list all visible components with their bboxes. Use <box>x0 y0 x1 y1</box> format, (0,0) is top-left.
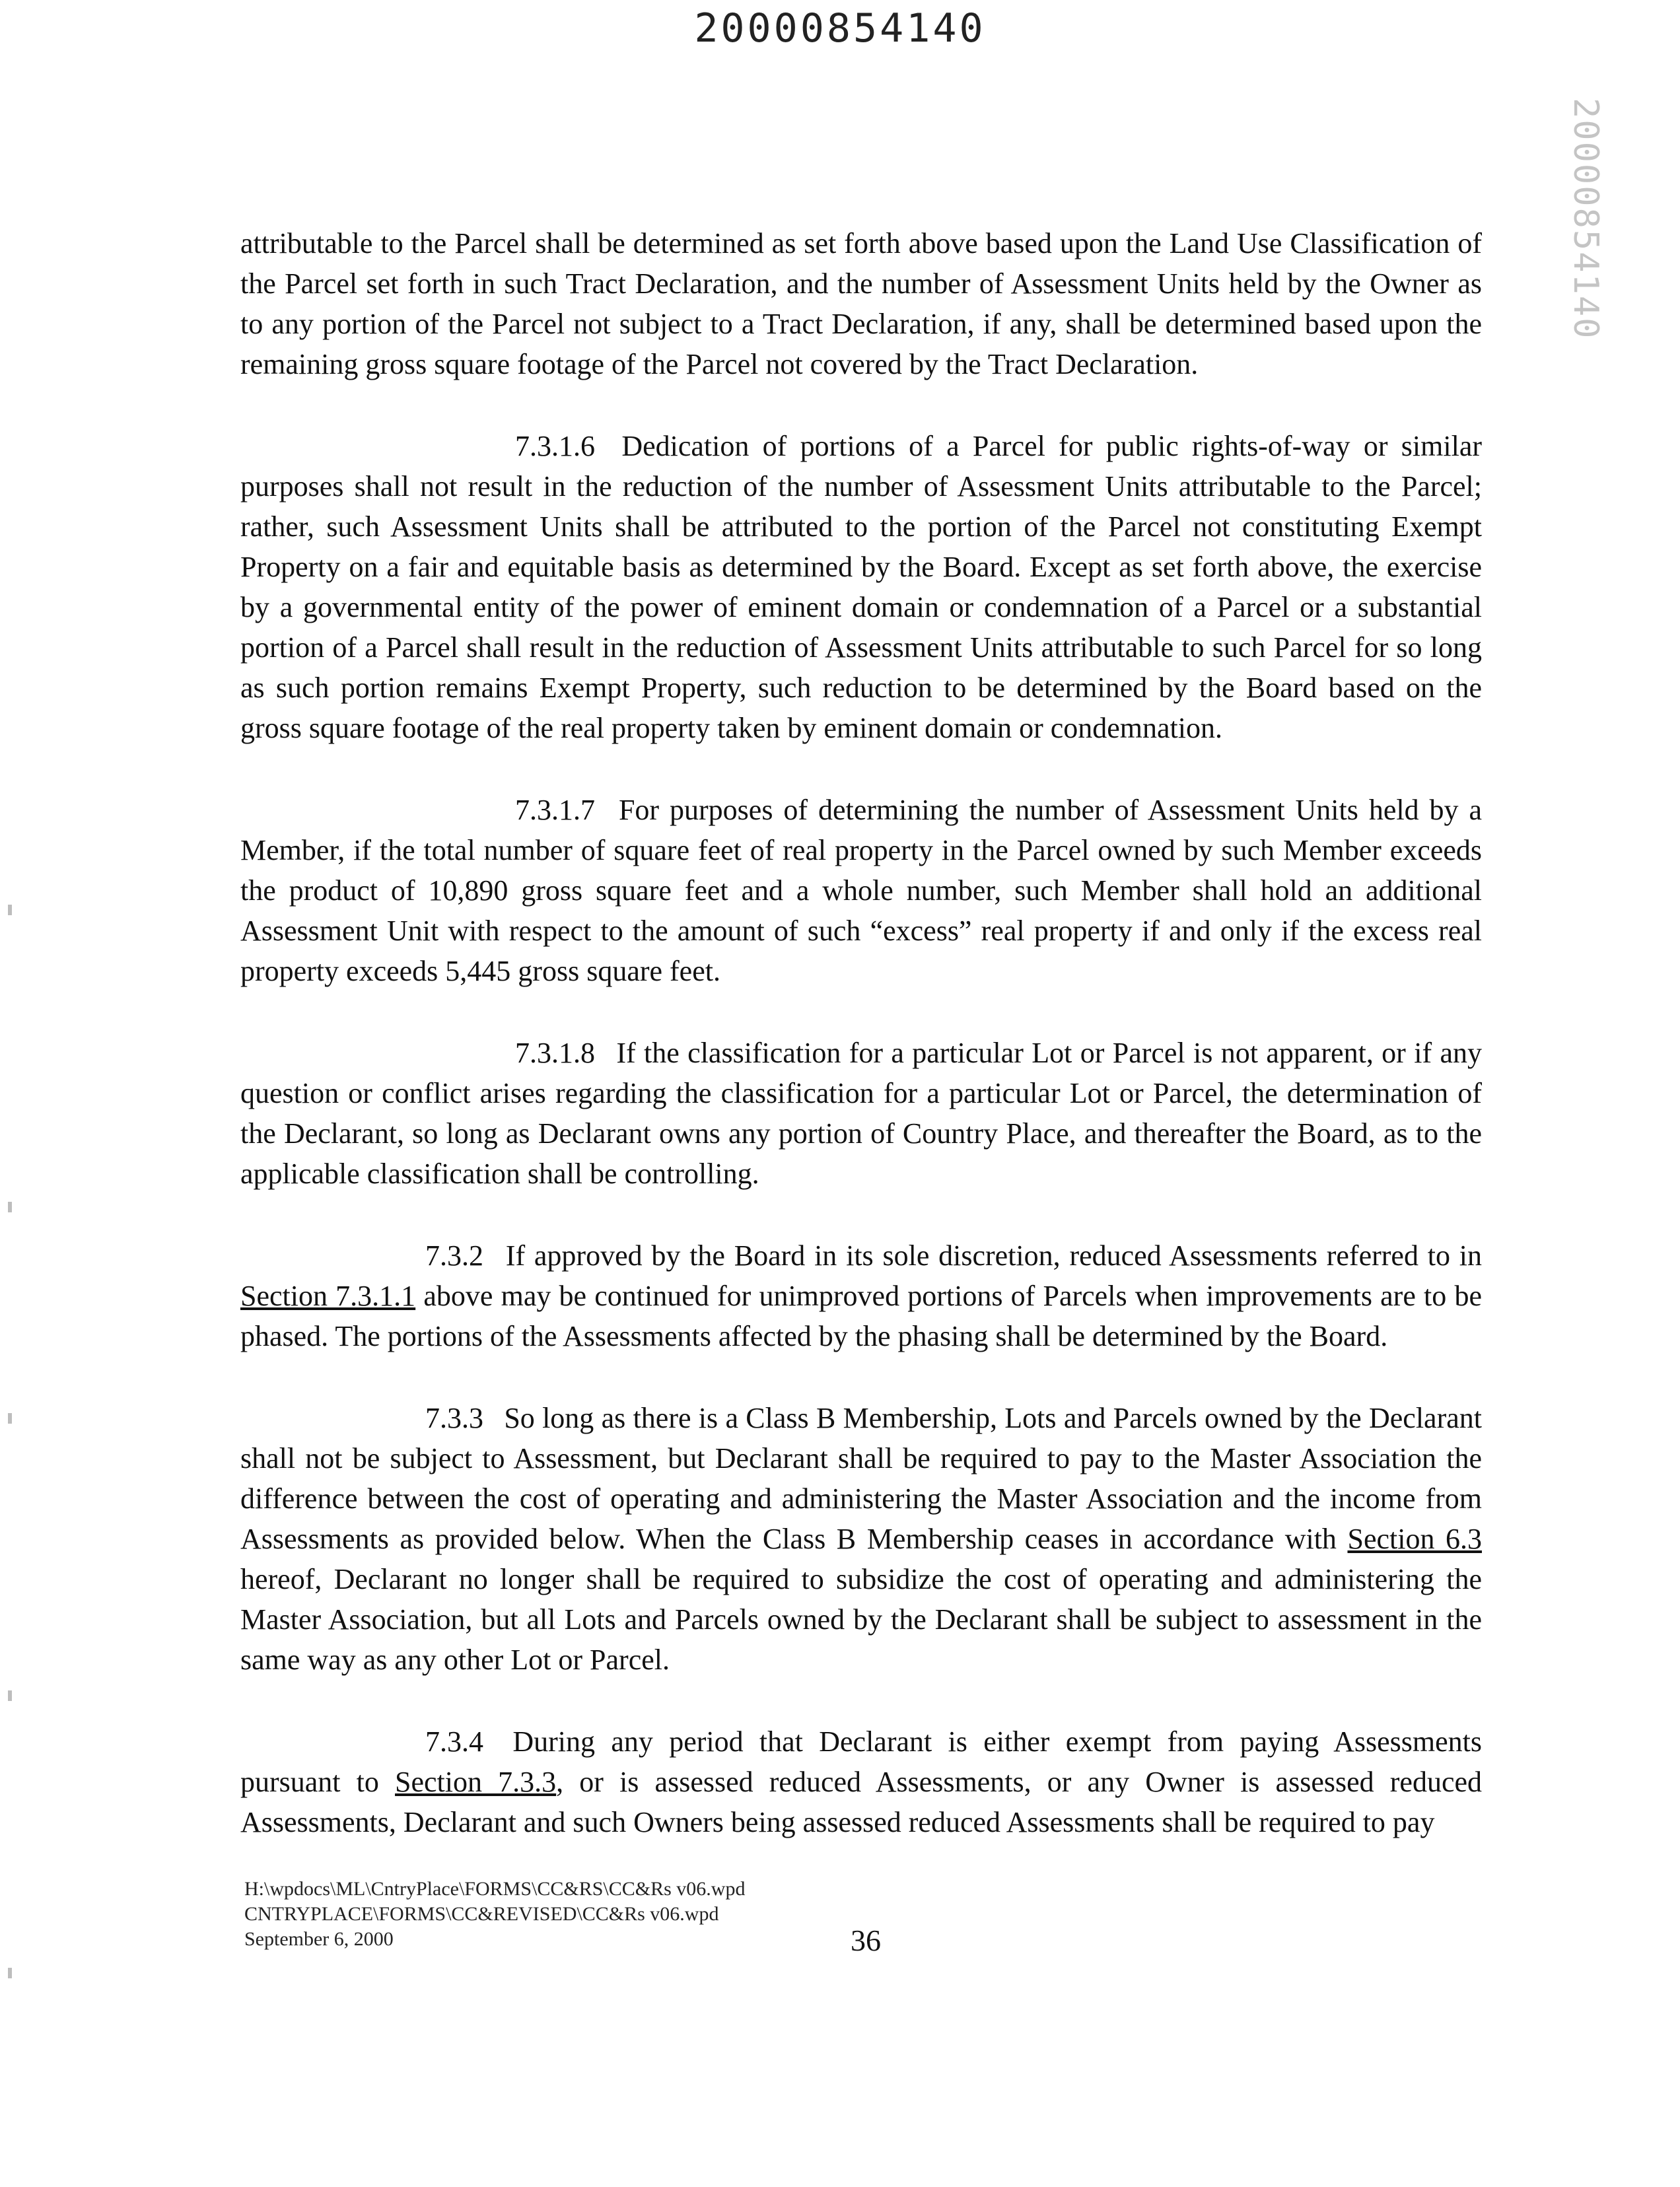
scan-edge-mark <box>8 1202 12 1212</box>
paragraph-text: above may be continued for unimproved portions of Parcels when improvements are to be phased. The portions of the Assessments affected by the phasing shall be determined by the Board. <box>240 1280 1482 1352</box>
paragraph-text: attributable to the Parcel shall be determined as set forth above based upon the Land Use Classification of the Parcel set forth in such Tract Declaration, and the number of Assessment Units held by the Owner as to any portion of the Parcel not subject to a Tract Declaration, if any, shall be determined based upon the remaining gross square footage of the Parcel not covered by the Tract Declaration. <box>240 227 1482 380</box>
page-number: 36 <box>851 1924 881 1957</box>
side-stamp: 20000854140 <box>1566 98 1605 340</box>
section-number: 7.3.1.7 <box>515 794 595 826</box>
paragraph-7-3-1-8 <box>240 1033 1482 1194</box>
section-number: 7.3.1.6 <box>515 430 595 462</box>
paragraph-7-3-1-6 <box>240 426 1482 748</box>
scan-edge-mark <box>8 905 12 915</box>
footer <box>244 1877 745 1952</box>
paragraph-text: During any period that Declarant is either exempt from paying Assessments pursuant to <box>240 1725 1482 1798</box>
paragraph-text: , or is assessed reduced Assessments, or any Owner is assessed reduced Assessments, Declarant and such Owners being assessed reduced Assessments shall be required to pay <box>240 1766 1483 1838</box>
section-number: 7.3.2 <box>425 1239 483 1272</box>
paragraph-7-3-3 <box>240 1398 1482 1680</box>
paragraph-text: If the classification for a particular Lot or Parcel is not apparent, or if any question or conflict arises regarding the classification for a particular Lot or Parcel, the determination of the Declarant, so long as Declarant owns any portion of Country Place, and thereafter the Board, as to the applicable classification shall be controlling. <box>240 1037 1482 1190</box>
paragraph-text: Dedication of portions of a Parcel for public rights-of-way or similar purposes shall not result in the reduction of the number of Assessment Units attributable to the Parcel; rather, such Assessment Units shall be attributed to the portion of the Parcel not constituting Exempt Property on a fair and equitable basis as determined by the Board. Except as set forth above, the exercise by a governmental entity of the power of eminent domain or condemnation of a Parcel or a substantial portion of a Parcel shall result in the reduction of Assessment Units attributable to such Parcel for so long as such portion remains Exempt Property, such reduction to be determined by the Board based on the gross square footage of the real property taken by eminent domain or condemnation. <box>240 430 1483 744</box>
paragraph-text: hereof, Declarant no longer shall be required to subsidize the cost of operating and administering the Master Association, but all Lots and Parcels owned by the Declarant shall be subject to assessment in the same way as any other Lot or Parcel. <box>240 1563 1482 1676</box>
paragraph-text: For purposes of determining the number of Assessment Units held by a Member, if the total number of square feet of real property in the Parcel owned by such Member exceeds the product of 10,890 gross square feet and a whole number, such Member shall hold an additional Assessment Unit with respect to the amount of such “excess” real property if and only if the excess real property exceeds 5,445 gross square feet. <box>240 794 1482 987</box>
section-reference: Section 7.3.1.1 <box>240 1280 416 1312</box>
paragraph-text: So long as there is a Class B Membership, Lots and Parcels owned by the Declarant shall not be subject to Assessment, but Declarant shall be required to pay to the Master Association the difference between the cost of operating and administering the Master Association and the income from Assessments as provided below. When the Class B Membership ceases in accordance with <box>240 1402 1482 1555</box>
paragraph-continuation <box>240 223 1482 384</box>
paragraph-text: If approved by the Board in its sole discretion, reduced Assessments referred to in <box>505 1239 1482 1272</box>
section-number: 7.3.4 <box>425 1725 483 1758</box>
scan-edge-mark <box>8 1968 12 1978</box>
scan-edge-mark <box>8 1413 12 1424</box>
footer-file-path-revised: CNTRYPLACE\FORMS\CC&REVISED\CC&Rs v06.wpd <box>244 1903 719 1925</box>
section-reference: Section 7.3.3 <box>395 1766 557 1798</box>
footer-date: September 6, 2000 <box>244 1928 394 1950</box>
document-body <box>240 223 1482 1842</box>
section-number: 7.3.1.8 <box>515 1037 595 1069</box>
section-number: 7.3.3 <box>425 1402 483 1434</box>
paragraph-7-3-1-7 <box>240 790 1482 991</box>
paragraph-7-3-4 <box>240 1721 1482 1842</box>
section-reference: Section 6.3 <box>1347 1523 1483 1555</box>
paragraph-7-3-2 <box>240 1235 1482 1356</box>
scan-edge-mark <box>8 1690 12 1701</box>
footer-file-path: H:\wpdocs\ML\CntryPlace\FORMS\CC&RS\CC&Rs v06.wpd <box>244 1878 746 1900</box>
document-number: 20000854140 <box>694 5 986 52</box>
